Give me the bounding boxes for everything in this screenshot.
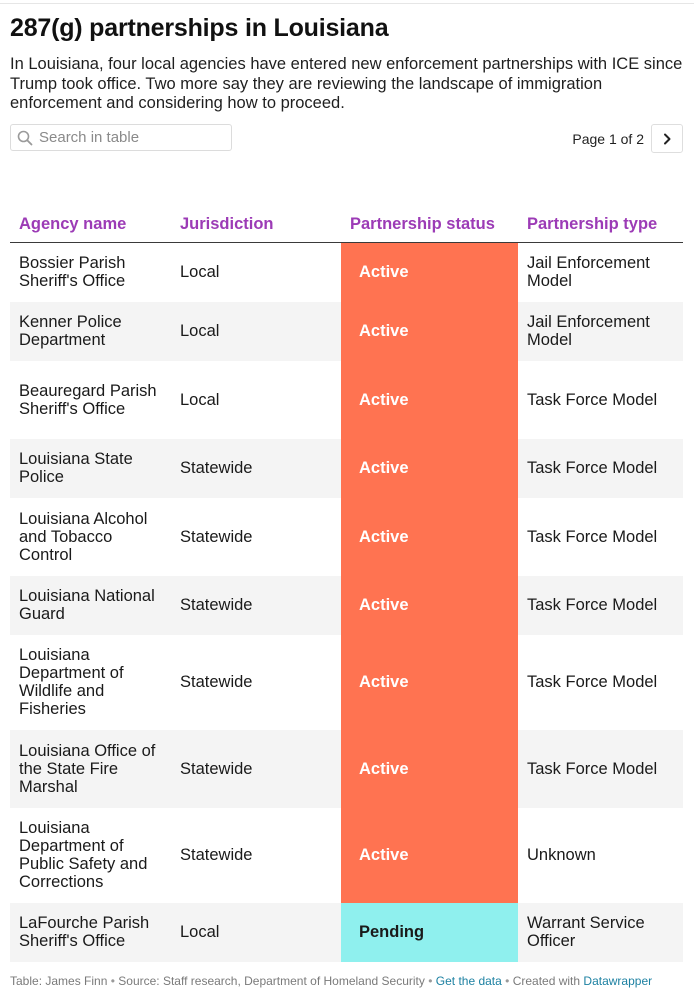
table-row — [10, 730, 683, 808]
table-row — [10, 576, 683, 635]
footer-separator: • — [428, 974, 433, 988]
footer — [10, 974, 690, 988]
agency-cell: Louisiana Department of Public Safety and Corrections — [19, 819, 148, 891]
table-header-row — [10, 174, 683, 243]
type-cell: Jail Enforcement Model — [527, 254, 650, 291]
footer-separator: • — [110, 974, 115, 988]
type-cell: Jail Enforcement Model — [518, 302, 683, 361]
search-box[interactable] — [10, 124, 232, 151]
search-icon — [17, 130, 33, 146]
agency-cell: Louisiana National Guard — [10, 576, 171, 635]
page-title: 287(g) partnerships in Louisiana — [10, 14, 389, 42]
agency-cell: LaFourche Parish Sheriff's Office — [10, 903, 171, 962]
jurisdiction-cell: Statewide — [171, 730, 341, 808]
table-row — [10, 903, 683, 962]
status-cell: Active — [341, 576, 518, 635]
jurisdiction-cell: Local — [180, 263, 220, 282]
jurisdiction-cell: Statewide — [180, 527, 253, 546]
column-header-agency[interactable]: Agency name — [10, 174, 171, 243]
column-header-status[interactable]: Partnership status — [341, 174, 518, 243]
jurisdiction-cell: Statewide — [180, 673, 253, 691]
type-cell: Task Force Model — [518, 576, 683, 635]
status-cell: Active — [341, 302, 518, 361]
agency-cell: Kenner Police Department — [10, 302, 171, 361]
jurisdiction-cell: Local — [180, 390, 220, 409]
type-cell: Task Force Model — [518, 730, 683, 808]
agency-cell: Louisiana State Police — [10, 439, 171, 498]
chevron-right-icon — [662, 133, 672, 145]
table-row — [10, 302, 683, 361]
jurisdiction-cell: Statewide — [171, 439, 341, 498]
agency-cell: Louisiana Alcohol and Tobacco Control — [19, 509, 148, 564]
table-row — [10, 808, 683, 903]
jurisdiction-cell: Local — [171, 903, 341, 962]
agency-cell: Louisiana Office of the State Fire Marshal — [10, 730, 171, 808]
description: In Louisiana, four local agencies have entered new enforcement partnerships with ICE since Trump took office. Two more say they are reviewing the landscape of immigration enforcement and considering how to proceed. — [10, 55, 683, 112]
agency-cell: Louisiana Department of Wildlife and Fisheries — [19, 646, 124, 718]
status-cell: Pending — [341, 903, 518, 962]
partnerships-table — [10, 174, 683, 962]
top-divider — [0, 3, 694, 4]
type-cell: Task Force Model — [518, 439, 683, 498]
status-cell: Active — [341, 439, 518, 498]
jurisdiction-cell: Statewide — [180, 846, 253, 864]
jurisdiction-cell: Local — [171, 302, 341, 361]
status-cell: Active — [341, 635, 518, 730]
column-header-type[interactable]: Partnership type — [518, 174, 683, 243]
datawrapper-link[interactable]: Datawrapper — [583, 974, 653, 988]
status-cell: Active — [341, 808, 518, 903]
table-credit: Table: James Finn — [10, 974, 108, 988]
type-cell: Task Force Model — [527, 390, 658, 409]
table-row — [10, 361, 683, 439]
jurisdiction-cell: Statewide — [171, 576, 341, 635]
status-cell: Active — [341, 243, 518, 302]
type-cell: Task Force Model — [527, 673, 658, 691]
source-note: Source: Staff research, Department of Homeland Security — [118, 974, 425, 988]
footer-separator: • — [505, 974, 510, 988]
agency-cell: Bossier Parish Sheriff's Office — [19, 254, 126, 291]
table-row — [10, 439, 683, 498]
status-cell: Active — [341, 730, 518, 808]
get-data-link[interactable]: Get the data — [435, 974, 502, 988]
table-row — [10, 243, 683, 302]
type-cell: Unknown — [527, 846, 596, 864]
status-cell: Active — [341, 498, 518, 576]
agency-cell: Beauregard Parish Sheriff's Office — [19, 381, 157, 418]
created-with-label: Created with — [512, 974, 581, 988]
next-page-button[interactable] — [651, 124, 683, 153]
search-input[interactable] — [39, 127, 227, 148]
column-header-jurisdiction[interactable]: Jurisdiction — [171, 174, 341, 243]
table-row — [10, 635, 683, 730]
pagination-label: Page 1 of 2 — [572, 131, 644, 147]
type-cell: Task Force Model — [527, 527, 658, 546]
type-cell: Warrant Service Officer — [518, 903, 683, 962]
status-cell: Active — [341, 361, 518, 439]
table-row — [10, 498, 683, 576]
